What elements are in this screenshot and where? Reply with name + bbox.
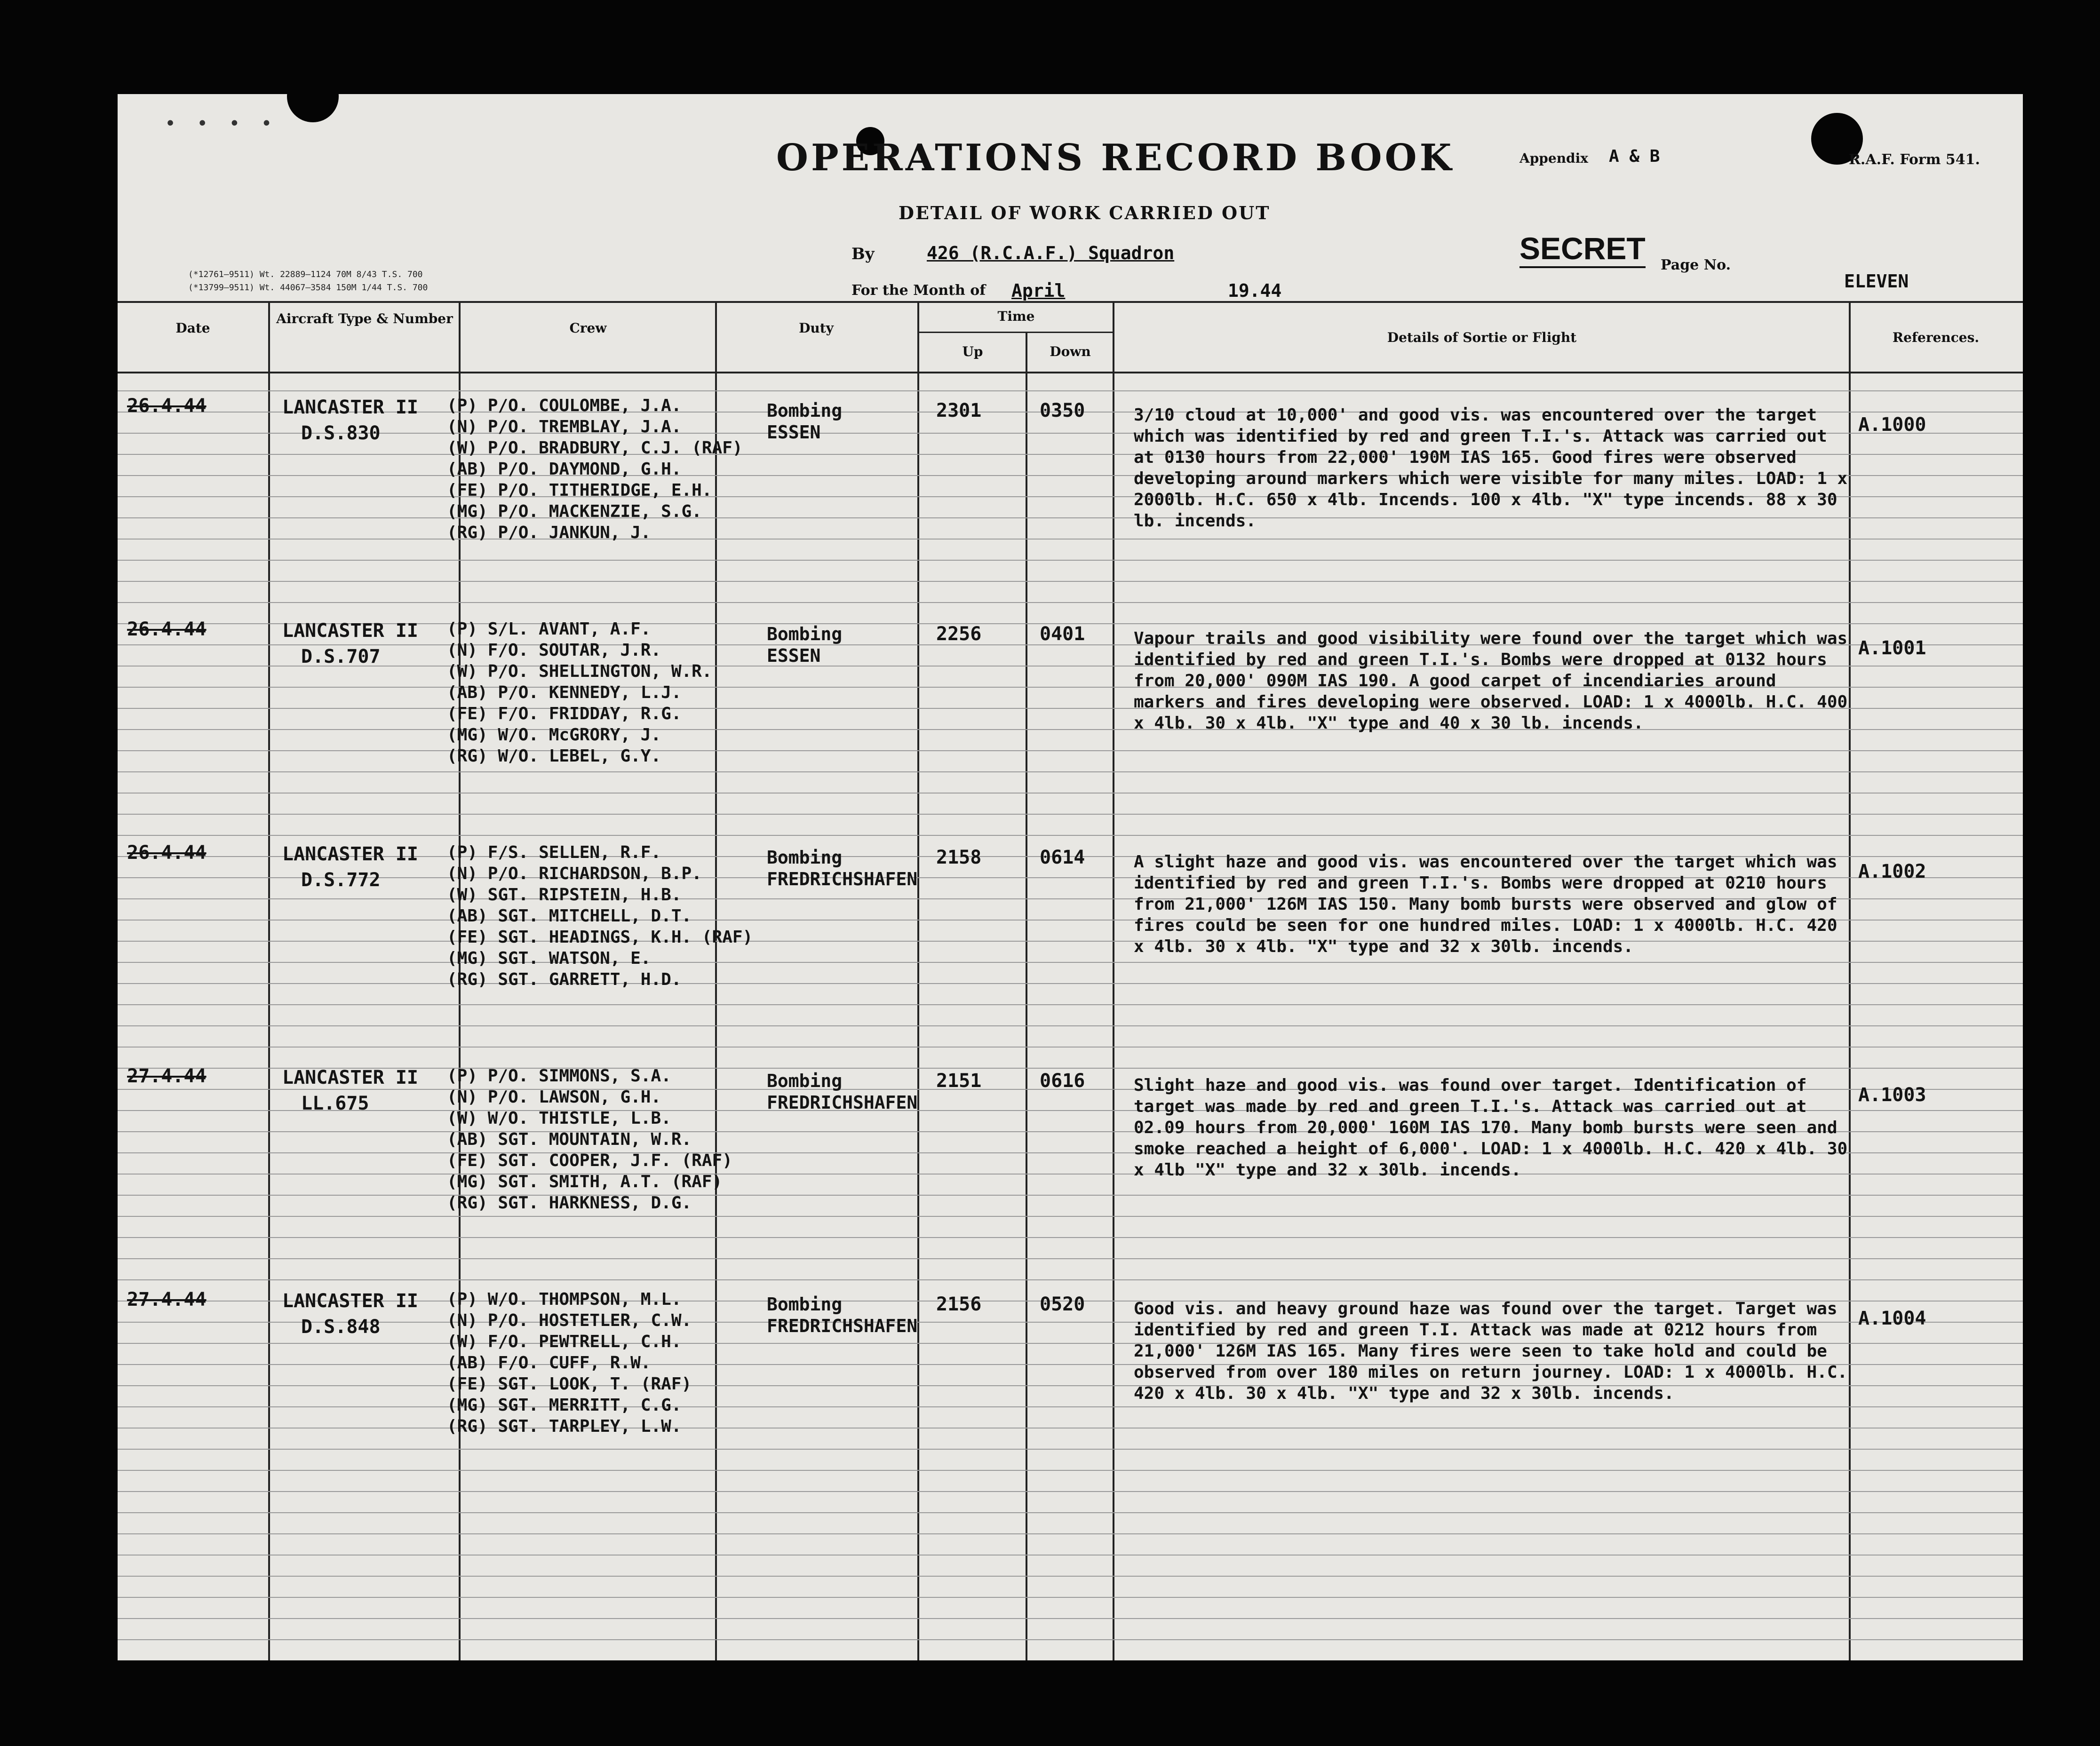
crew-member: (N) P/O. RICHARDSON, B.P. — [447, 864, 702, 883]
duty-line: FREDRICHSHAFEN — [767, 1092, 918, 1113]
aircraft-number: D.S.830 — [301, 422, 381, 444]
table-rule — [118, 1195, 2023, 1196]
table-rule — [118, 1216, 2023, 1217]
crew-member: (RG) W/O. LEBEL, G.Y. — [447, 746, 661, 766]
table-rule — [118, 750, 2023, 751]
crew-member: (AB) P/O. DAYMOND, G.H. — [447, 460, 682, 479]
month-value: April — [1011, 280, 1066, 301]
time-up: 2256 — [936, 623, 982, 645]
header-down: Down — [1050, 344, 1091, 359]
crew-member: (RG) SGT. HARKNESS, D.G. — [447, 1193, 692, 1213]
header-time: Time — [997, 309, 1035, 324]
crew-member: (AB) P/O. KENNEDY, L.J. — [447, 683, 682, 702]
time-up: 2301 — [936, 400, 982, 421]
crew-member: (W) W/O. THISTLE, L.B. — [447, 1109, 671, 1128]
table-rule — [118, 390, 2023, 391]
aircraft-number: D.S.707 — [301, 646, 381, 667]
table-rule — [118, 301, 2023, 303]
month-label: For the Month of — [851, 282, 986, 299]
appendix-label: Appendix — [1519, 151, 1588, 166]
table-rule — [118, 1237, 2023, 1238]
table-rule — [118, 602, 2023, 603]
crew-member: (N) P/O. TREMBLAY, J.A. — [447, 417, 682, 436]
table-rule — [118, 560, 2023, 561]
table-rule — [118, 835, 2023, 836]
entry-date: 26.4.44 — [127, 842, 207, 864]
table-rule — [118, 539, 2023, 540]
time-down: 0520 — [1040, 1294, 1085, 1315]
aircraft-type: LANCASTER II — [282, 1290, 418, 1312]
column-rule — [917, 301, 919, 1660]
aircraft-type: LANCASTER II — [282, 843, 418, 865]
crew-member: (AB) SGT. MITCHELL, D.T. — [447, 906, 692, 926]
aircraft-number: D.S.848 — [301, 1316, 381, 1338]
table-rule — [118, 1406, 2023, 1407]
appendix-value: A & B — [1609, 147, 1660, 166]
time-rule — [917, 332, 1113, 333]
header-crew: Crew — [569, 320, 607, 336]
time-down: 0350 — [1040, 400, 1085, 421]
crew-member: (N) P/O. LAWSON, G.H. — [447, 1087, 661, 1107]
crew-member: (MG) SGT. WATSON, E. — [447, 949, 651, 968]
document-subtitle: DETAIL OF WORK CARRIED OUT — [899, 202, 1271, 223]
time-up: 2151 — [936, 1070, 982, 1092]
table-rule — [118, 1449, 2023, 1450]
duty-line: Bombing — [767, 1071, 843, 1091]
crew-member: (P) F/S. SELLEN, R.F. — [447, 843, 661, 862]
entry-date: 26.4.44 — [127, 619, 207, 640]
crew-member: (N) P/O. HOSTETLER, C.W. — [447, 1311, 692, 1330]
crew-member: (RG) P/O. JANKUN, J. — [447, 523, 651, 542]
entry-date: 27.4.44 — [127, 1065, 207, 1087]
aircraft-type: LANCASTER II — [282, 620, 418, 642]
page-number: ELEVEN — [1844, 271, 1909, 292]
table-rule — [118, 1512, 2023, 1513]
duty-line: FREDRICHSHAFEN — [767, 869, 918, 889]
column-rule — [1026, 332, 1027, 1660]
print-reference-line: (*13799—9511) Wt. 44067—3584 150M 1/44 T.S. 700 — [188, 283, 428, 293]
duty-line: ESSEN — [767, 422, 821, 443]
crew-member: (W) SGT. RIPSTEIN, H.B. — [447, 885, 682, 905]
crew-member: (FE) SGT. HEADINGS, K.H. (RAF) — [447, 928, 753, 947]
table-rule — [118, 581, 2023, 582]
entry-date: 26.4.44 — [127, 395, 207, 417]
column-rule — [1113, 301, 1114, 1660]
duty-line: Bombing — [767, 1294, 843, 1315]
sortie-details: Slight haze and good vis. was found over target. Identification of target was made by red and green T.I.'s. Attack was carried out at 02.09 hours from 20,000' 160M IAS 170. Many bomb bursts were seen and smoke reached a height of 6,000'. LOAD: 1 x 4000lb. H.C. 420 x 4lb. 30 x 4lb "X" type and 32 x 30lb. incends. — [1134, 1076, 1848, 1180]
reference: A.1002 — [1858, 861, 1926, 882]
table-rule — [118, 1555, 2023, 1556]
table-rule — [118, 1533, 2023, 1534]
header-duty: Duty — [799, 320, 834, 336]
crew-member: (N) F/O. SOUTAR, J.R. — [447, 641, 661, 660]
entry-date: 27.4.44 — [127, 1289, 207, 1310]
crew-member: (FE) SGT. LOOK, T. (RAF) — [447, 1374, 692, 1394]
time-up: 2156 — [936, 1294, 982, 1315]
time-down: 0401 — [1040, 623, 1085, 645]
table-rule — [118, 1470, 2023, 1471]
crew-member: (FE) SGT. COOPER, J.F. (RAF) — [447, 1151, 732, 1170]
crew-member: (W) P/O. BRADBURY, C.J. (RAF) — [447, 438, 743, 458]
duty-line: Bombing — [767, 624, 843, 644]
table-rule — [118, 1491, 2023, 1492]
duty-line: Bombing — [767, 400, 843, 421]
crew-member: (FE) P/O. TITHERIDGE, E.H. — [447, 481, 712, 500]
crew-member: (W) P/O. SHELLINGTON, W.R. — [447, 662, 712, 681]
reference: A.1003 — [1858, 1084, 1926, 1106]
header-up: Up — [962, 344, 983, 359]
table-rule — [118, 1025, 2023, 1026]
time-down: 0616 — [1040, 1070, 1085, 1092]
form-number: R.A.F. Form 541. — [1849, 151, 1980, 168]
duty-line: ESSEN — [767, 645, 821, 666]
crew-member: (P) P/O. COULOMBE, J.A. — [447, 396, 682, 415]
crew-member: (P) S/L. AVANT, A.F. — [447, 619, 651, 639]
header-date: Date — [175, 320, 210, 336]
table-rule — [118, 1428, 2023, 1429]
print-reference-line: (*12761—9511) Wt. 22889—1124 70M 8/43 T.S. 700 — [188, 270, 423, 279]
print-reference — [188, 268, 428, 294]
crew-member: (MG) SGT. SMITH, A.T. (RAF) — [447, 1172, 723, 1191]
table-rule — [118, 771, 2023, 772]
crew-member: (AB) SGT. MOUNTAIN, W.R. — [447, 1130, 692, 1149]
table-rule — [118, 962, 2023, 963]
table-rule — [118, 983, 2023, 984]
crew-member: (RG) SGT. TARPLEY, L.W. — [447, 1417, 682, 1436]
table-rule — [118, 1047, 2023, 1048]
crew-member: (FE) F/O. FRIDDAY, R.G. — [447, 704, 682, 723]
duty-line: FREDRICHSHAFEN — [767, 1316, 918, 1336]
punch-hole — [287, 94, 339, 122]
header-details: Details of Sortie or Flight — [1387, 330, 1577, 345]
sortie-details: 3/10 cloud at 10,000' and good vis. was encountered over the target which was identified by red and green T.I.'s. Attack was carried out at 0130 hours from 22,000' 190M IAS 165. Good fires were observed developing around markers which were visible for many miles. LOAD: 1 x 2000lb. H.C. 650 x 4lb. Incends. 100 x 4lb. "X" type incends. 88 x 30 lb. incends. — [1134, 405, 1848, 531]
by-label: By — [851, 245, 875, 263]
column-rule — [268, 301, 270, 1660]
table-rule — [118, 814, 2023, 815]
squadron-value: 426 (R.C.A.F.) Squadron — [927, 243, 1175, 263]
crew-member: (P) P/O. SIMMONS, S.A. — [447, 1066, 671, 1086]
sortie-details: Good vis. and heavy ground haze was found over the target. Target was identified by red and green T.I. Attack was made at 0212 hours from 21,000' 126M IAS 165. Many fires were seen to take hold and could be observed from over 180 miles on return journey. LOAD: 1 x 4000lb. H.C. 420 x 4lb. 30 x 4lb. "X" type and 32 x 30lb. incends. — [1134, 1299, 1848, 1403]
crew-member: (MG) P/O. MACKENZIE, S.G. — [447, 502, 702, 521]
time-down: 0614 — [1040, 847, 1085, 868]
time-up: 2158 — [936, 847, 982, 868]
classification-stamp: SECRET — [1519, 230, 1646, 268]
table-rule — [118, 1258, 2023, 1259]
table-rule — [118, 1618, 2023, 1619]
margin-dots: • • • • — [165, 113, 277, 135]
duty-line: Bombing — [767, 847, 843, 868]
reference: A.1000 — [1858, 414, 1926, 436]
aircraft-type: LANCASTER II — [282, 397, 418, 418]
reference: A.1001 — [1858, 637, 1926, 659]
year-value: 19.44 — [1228, 280, 1282, 301]
table-rule — [118, 1597, 2023, 1598]
sortie-details: Vapour trails and good visibility were found over the target which was identified by red and green T.I.'s. Bombs were dropped at 0132 hours from 20,000' 090M IAS 190. A good carpet of incendiaries around markers and fires developing were observed. LOAD: 1 x 4000lb. H.C. 400 x 4lb. 30 x 4lb. "X" type and 40 x 30 lb. incends. — [1134, 629, 1848, 733]
table-rule — [118, 793, 2023, 794]
aircraft-type: LANCASTER II — [282, 1067, 418, 1088]
table-rule — [118, 1576, 2023, 1577]
table-rule — [118, 1279, 2023, 1280]
crew-member: (W) F/O. PEWTRELL, C.H. — [447, 1332, 682, 1351]
aircraft-number: D.S.772 — [301, 869, 381, 891]
crew-member: (RG) SGT. GARRETT, H.D. — [447, 970, 682, 989]
table-rule — [118, 1004, 2023, 1005]
crew-member: (MG) W/O. McGRORY, J. — [447, 725, 661, 745]
reference: A.1004 — [1858, 1308, 1926, 1329]
operations-table — [118, 301, 2023, 1660]
header-aircraft: Aircraft Type & Number — [276, 311, 453, 326]
crew-member: (MG) SGT. MERRITT, C.G. — [447, 1396, 682, 1415]
page-label: Page No. — [1661, 257, 1731, 273]
crew-member: (AB) F/O. CUFF, R.W. — [447, 1353, 651, 1373]
sortie-details: A slight haze and good vis. was encountered over the target which was identified by red and green T.I.'s. Bombs were dropped at 0210 hours from 21,000' 126M IAS 150. Many bomb bursts were observed and glow of fires could be seen for one hundred miles. LOAD: 1 x 4000lb. H.C. 420 x 4lb. 30 x 4lb. "X" type and 32 x 30lb. incends. — [1134, 852, 1838, 956]
aircraft-number: LL.675 — [301, 1093, 369, 1114]
crew-member: (P) W/O. THOMPSON, M.L. — [447, 1290, 682, 1309]
table-rule — [118, 1639, 2023, 1640]
table-rule — [118, 372, 2023, 373]
record-sheet — [118, 94, 2023, 1660]
header-references: References. — [1892, 330, 1980, 345]
document-title: OPERATIONS RECORD BOOK — [776, 136, 1455, 179]
column-rule — [715, 301, 717, 1660]
